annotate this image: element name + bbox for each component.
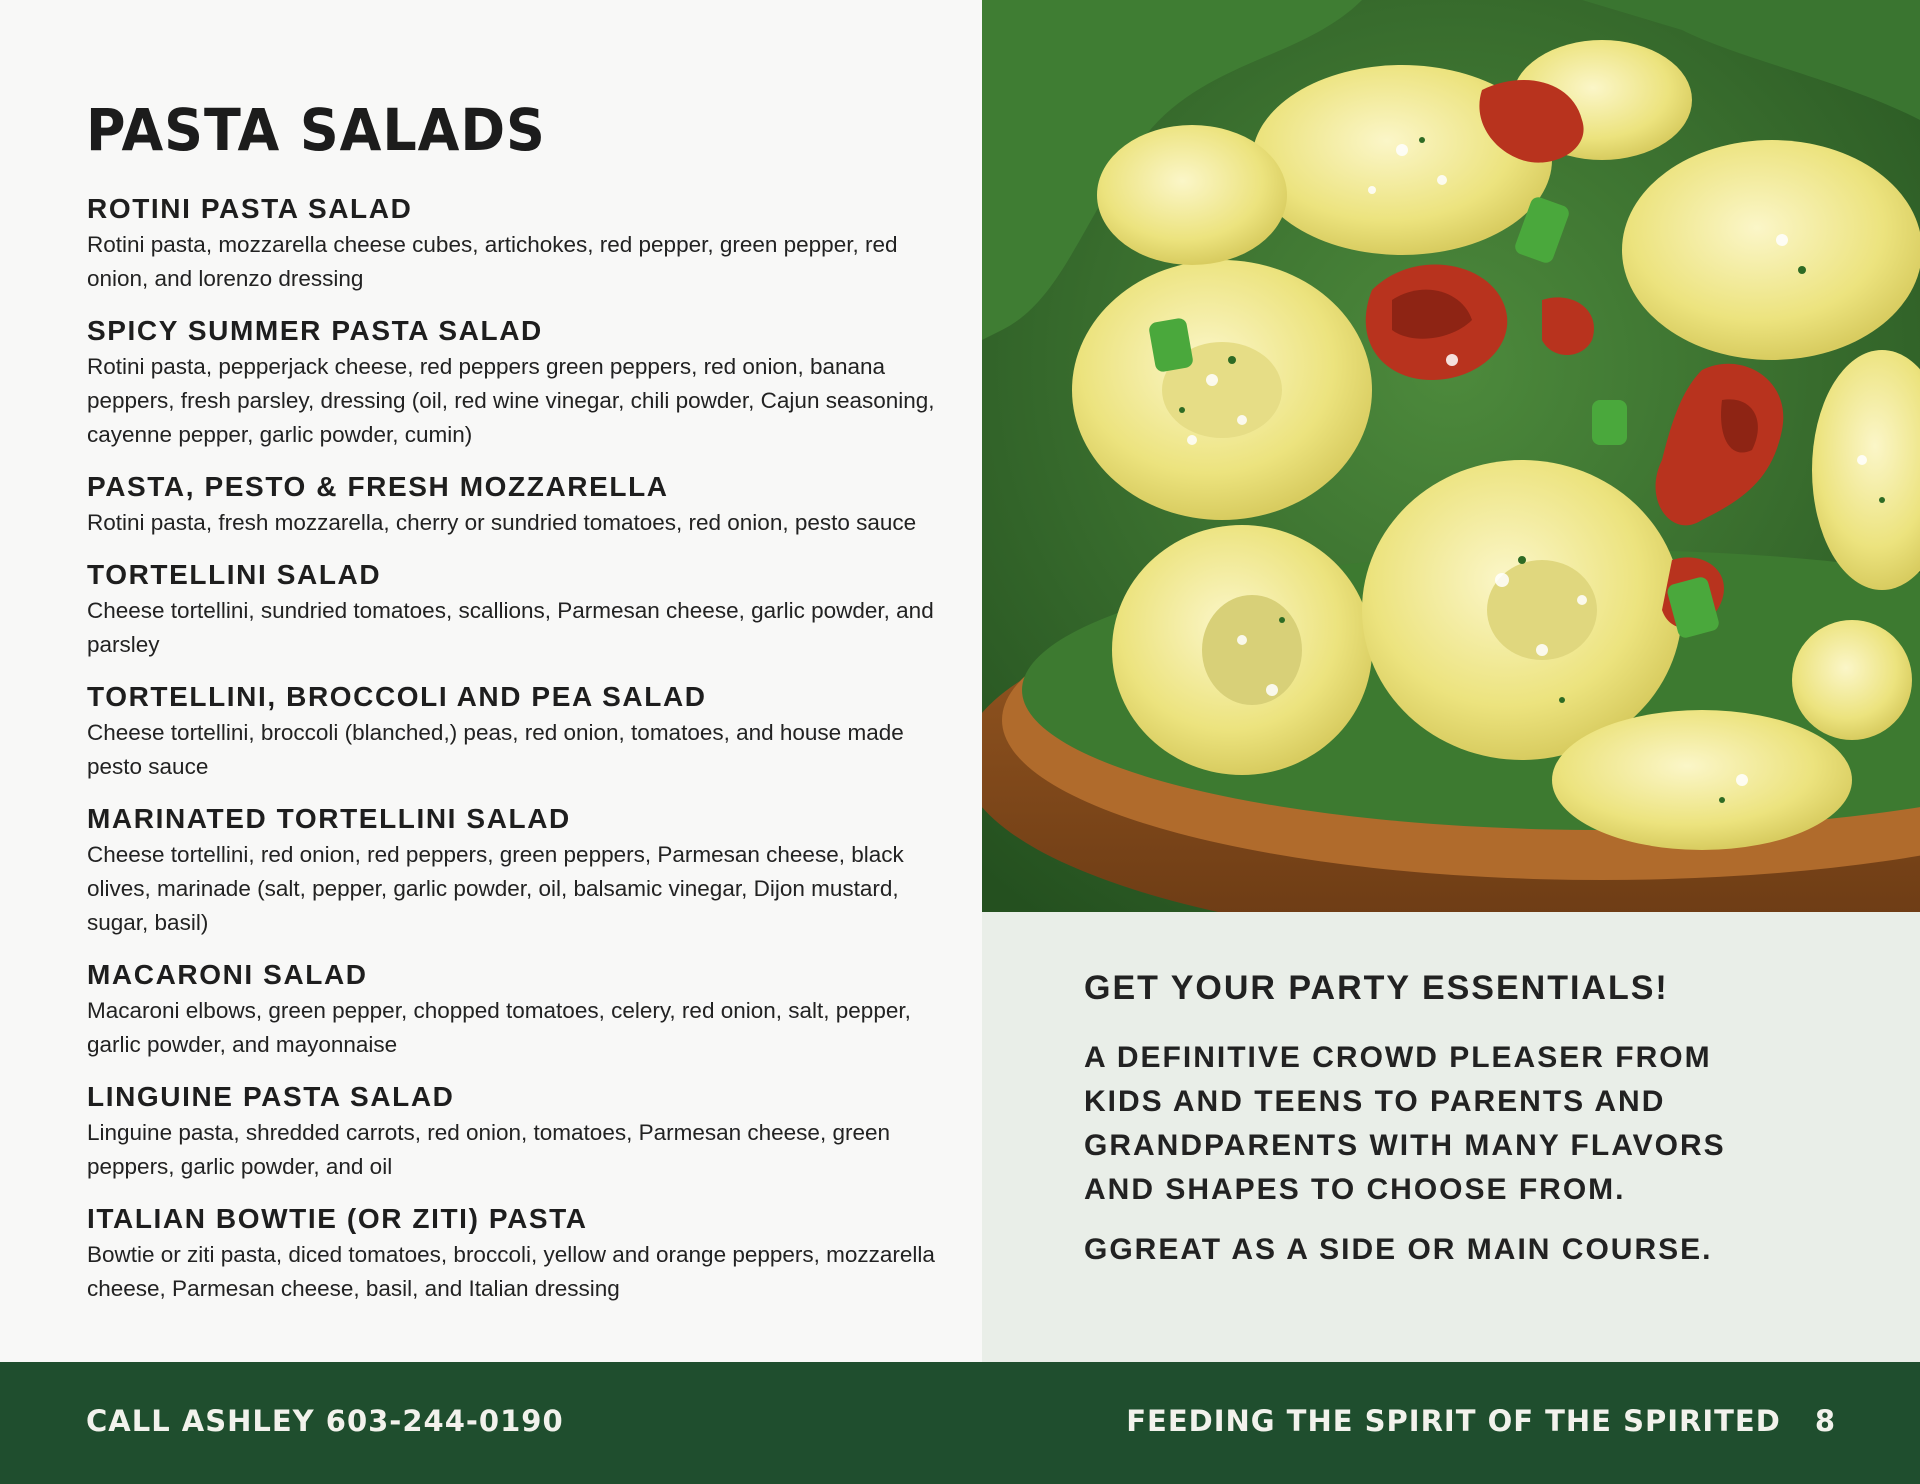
menu-item	[87, 802, 947, 940]
menu-item-description: Macaroni elbows, green pepper, chopped tomatoes, celery, red onion, salt, pepper, garlic powder, and mayonnaise	[87, 998, 911, 1057]
menu-item-name: TORTELLINI SALAD	[87, 559, 382, 590]
pasta-salad-photo	[982, 0, 1920, 912]
menu-item	[87, 470, 947, 540]
menu-item-description: Cheese tortellini, broccoli (blanched,) peas, red onion, tomatoes, and house made pesto sauce	[87, 720, 904, 779]
menu-item	[87, 958, 947, 1062]
menu-item	[87, 192, 947, 296]
footer-bar	[0, 1362, 1920, 1484]
promo-title: GET YOUR PARTY ESSENTIALS!	[1084, 969, 1669, 1007]
menu-item-name: PASTA, PESTO & FRESH MOZZARELLA	[87, 471, 669, 502]
menu-item-name: LINGUINE PASTA SALAD	[87, 1081, 455, 1112]
promo-panel	[982, 912, 1920, 1362]
menu-item-name: SPICY SUMMER PASTA SALAD	[87, 315, 543, 346]
promo-line: KIDS AND TEENS TO PARENTS AND	[1084, 1085, 1666, 1118]
menu-item-description: Rotini pasta, mozzarella cheese cubes, artichokes, red pepper, green pepper, red onion, and lorenzo dressing	[87, 232, 898, 291]
footer-contact: CALL ASHLEY 603-244-0190	[86, 1404, 564, 1438]
spacer	[1084, 1212, 1884, 1228]
footer-tagline: FEEDING THE SPIRIT OF THE SPIRITED	[1126, 1404, 1781, 1438]
promo-line: GRANDPARENTS WITH MANY FLAVORS	[1084, 1129, 1726, 1162]
menu-item-name: MACARONI SALAD	[87, 959, 368, 990]
promo-closing: GGREAT AS A SIDE OR MAIN COURSE.	[1084, 1233, 1713, 1266]
menu-item	[87, 558, 947, 662]
menu-item	[87, 314, 947, 452]
menu-item-description: Rotini pasta, fresh mozzarella, cherry or sundried tomatoes, red onion, pesto sauce	[87, 510, 917, 535]
promo-line: A DEFINITIVE CROWD PLEASER FROM	[1084, 1041, 1712, 1074]
menu-item-name: ROTINI PASTA SALAD	[87, 193, 413, 224]
menu-item-description: Linguine pasta, shredded carrots, red onion, tomatoes, Parmesan cheese, green peppers, garlic powder, and oil	[87, 1120, 890, 1179]
menu-item-description: Cheese tortellini, sundried tomatoes, scallions, Parmesan cheese, garlic powder, and parsley	[87, 598, 934, 657]
menu-list	[87, 192, 947, 1324]
page-title: PASTA SALADS	[86, 96, 546, 164]
footer-right	[1126, 1404, 1836, 1438]
menu-item	[87, 1080, 947, 1184]
menu-item-name: MARINATED TORTELLINI SALAD	[87, 803, 571, 834]
menu-item-description: Cheese tortellini, red onion, red peppers, green peppers, Parmesan cheese, black olives, marinade (salt, pepper, garlic powder, oil, balsamic vinegar, Dijon mustard, sugar, basil)	[87, 842, 904, 935]
menu-item-description: Rotini pasta, pepperjack cheese, red peppers green peppers, red onion, banana peppers, fresh parsley, dressing (oil, red wine vinegar, chili powder, Cajun seasoning, cayenne pepper, garlic powder, cumin)	[87, 354, 935, 447]
menu-item-description: Bowtie or ziti pasta, diced tomatoes, broccoli, yellow and orange peppers, mozzarella cheese, Parmesan cheese, basil, and Italian dressing	[87, 1242, 935, 1301]
menu-item-name: ITALIAN BOWTIE (OR ZITI) PASTA	[87, 1203, 588, 1234]
promo-line: AND SHAPES TO CHOOSE FROM.	[1084, 1173, 1626, 1206]
menu-item	[87, 680, 947, 784]
menu-item-name: TORTELLINI, BROCCOLI AND PEA SALAD	[87, 681, 707, 712]
menu-column	[0, 0, 982, 1362]
menu-item	[87, 1202, 947, 1306]
page-number: 8	[1814, 1404, 1836, 1438]
